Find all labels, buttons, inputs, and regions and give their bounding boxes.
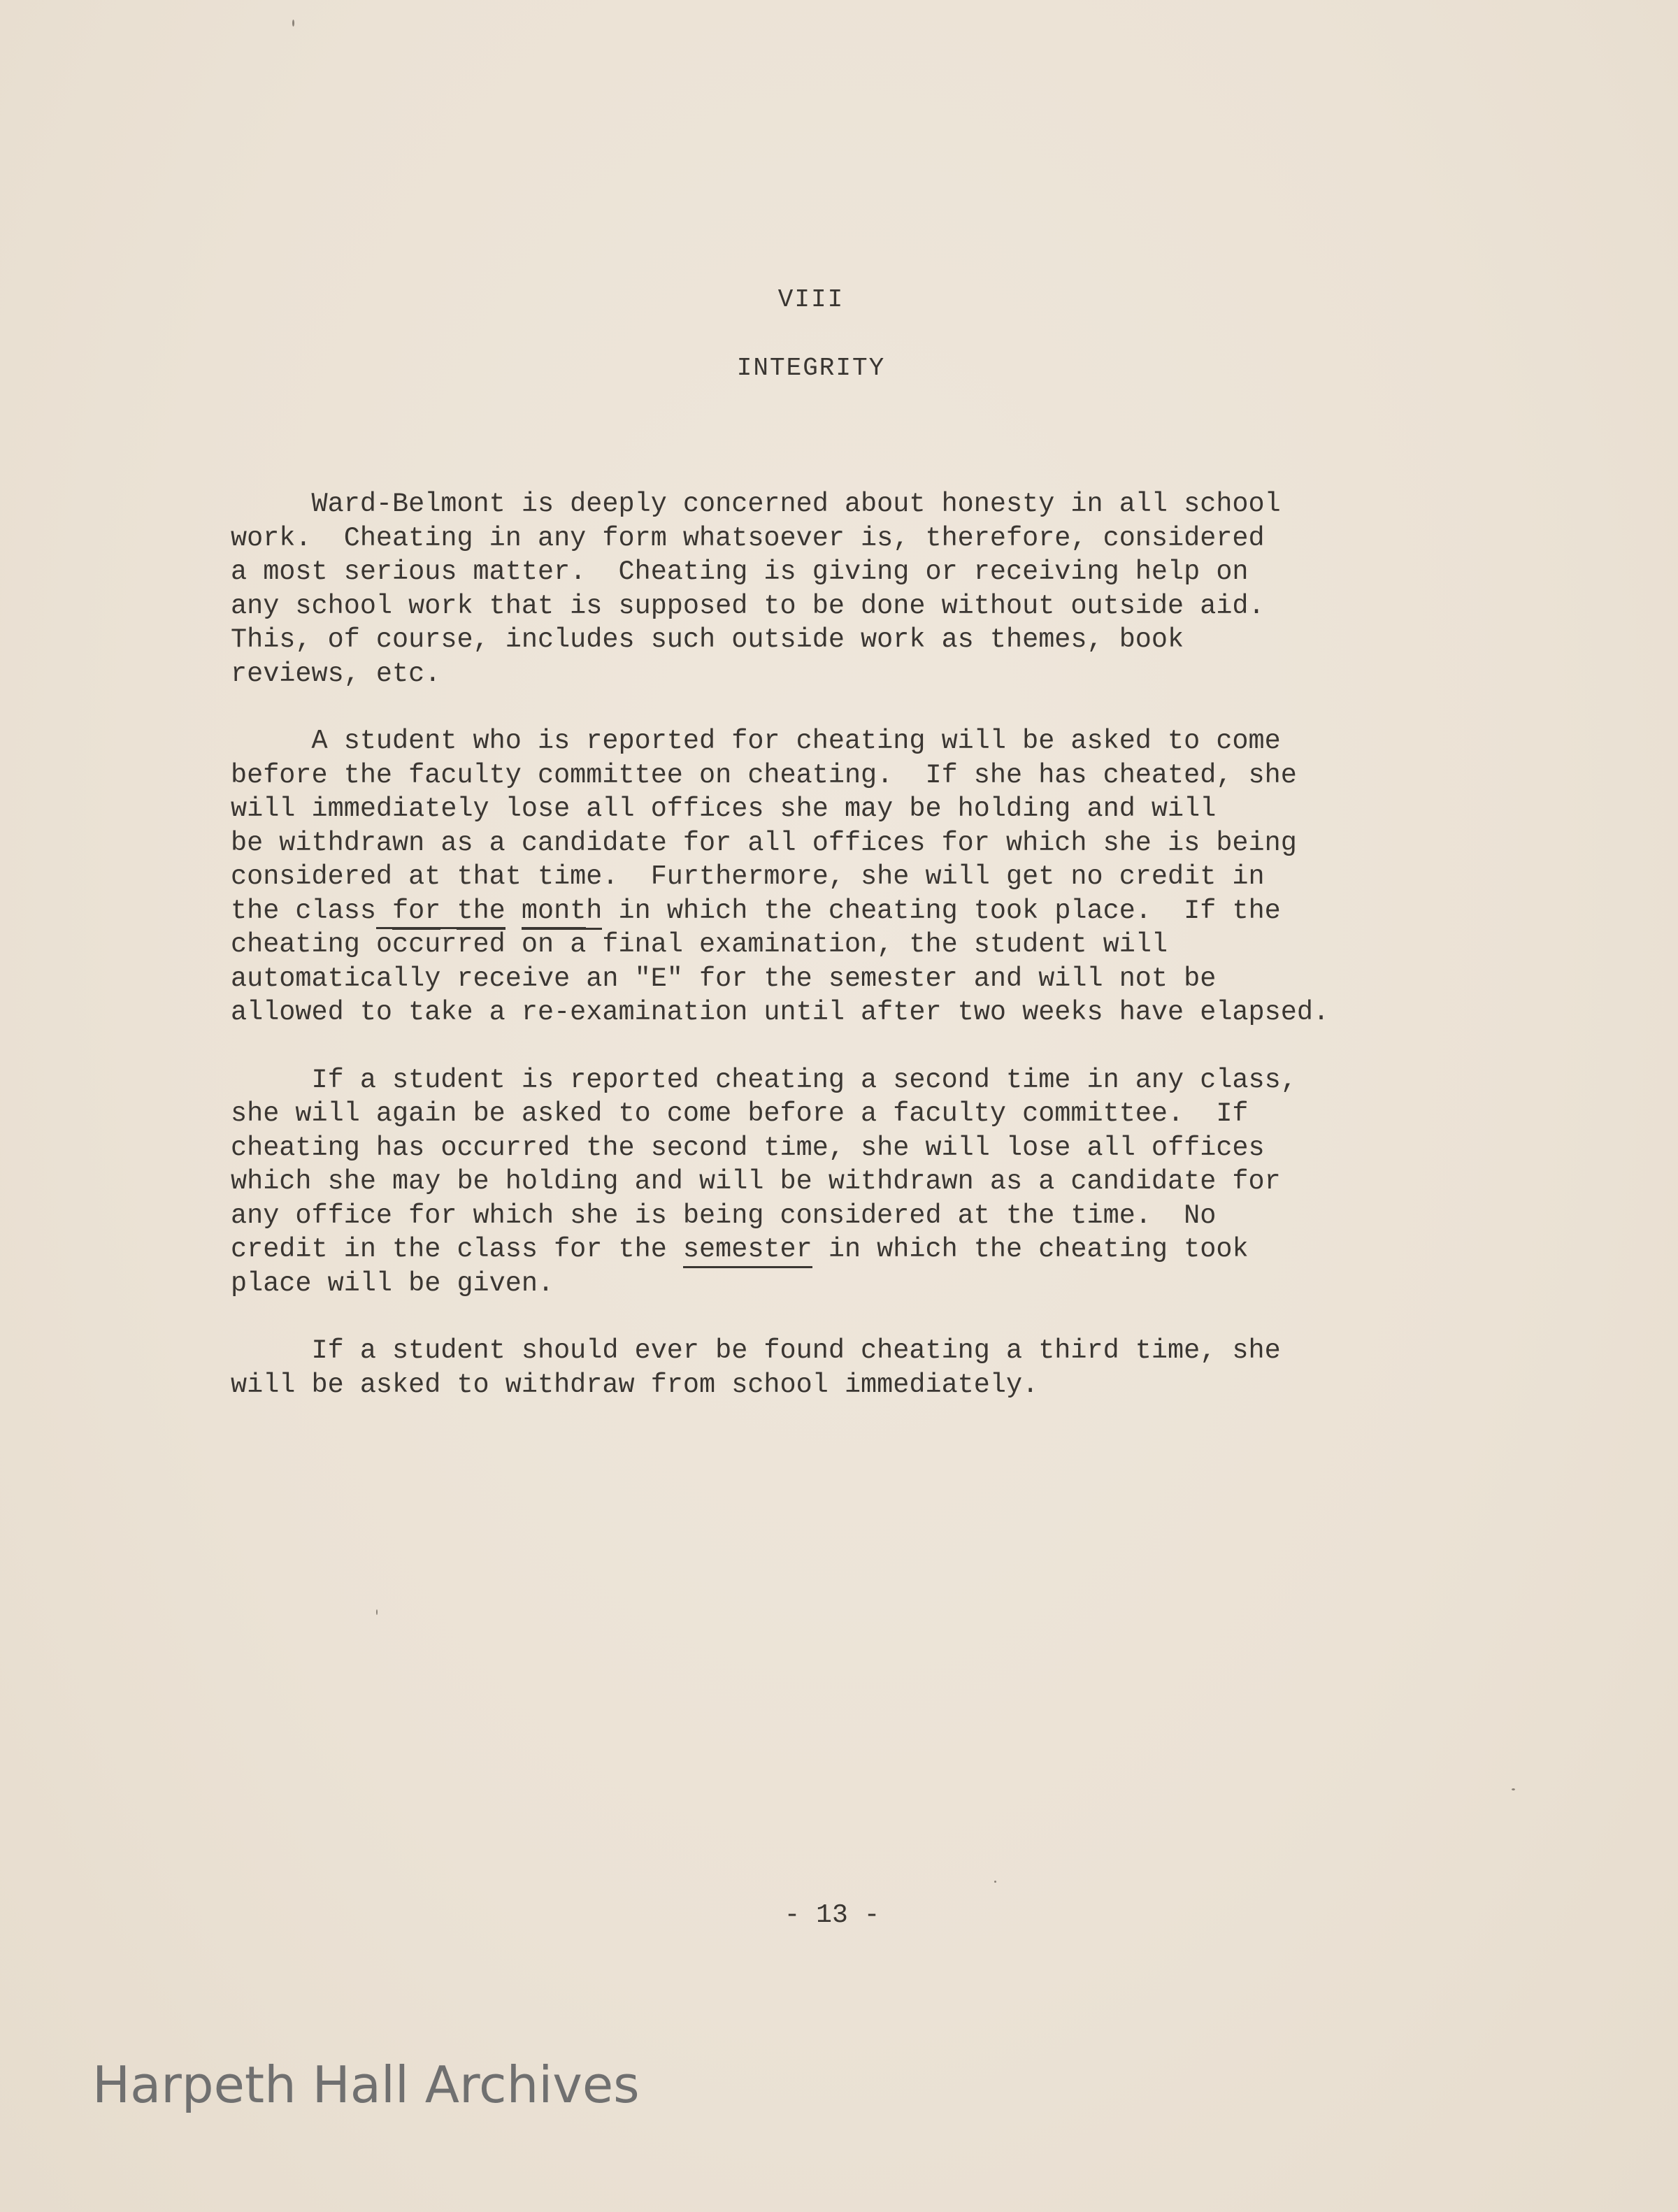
paper-speck bbox=[1512, 1788, 1515, 1790]
text-line: which she may be holding and will be withdrawn as a candidate for bbox=[231, 1166, 1281, 1197]
underlined-word: the bbox=[457, 896, 505, 930]
text-line: before the faculty committee on cheating. If she has cheated, she bbox=[231, 759, 1297, 791]
text-line: work. Cheating in any form whatsoever is, therefore, considered bbox=[231, 522, 1265, 554]
document-body bbox=[231, 487, 1384, 1435]
text-line: cheating has occurred the second time, she will lose all offices bbox=[231, 1132, 1265, 1163]
section-number: VIII bbox=[777, 285, 845, 314]
text-line: reviews, etc. bbox=[231, 658, 441, 689]
text-line: will be asked to withdraw from school immediately. bbox=[231, 1369, 1039, 1400]
text-line: If a student is reported cheating a second time in any class, bbox=[231, 1064, 1297, 1096]
text-line: she will again be asked to come before a faculty committee. If bbox=[231, 1098, 1249, 1129]
text-line: A student who is reported for cheating will be asked to come bbox=[231, 726, 1281, 756]
text-line: If a student should ever be found cheating a third time, she bbox=[231, 1335, 1281, 1366]
paragraph-first-offense bbox=[231, 724, 1384, 1030]
text-line: Ward-Belmont is deeply concerned about honesty in all school bbox=[231, 489, 1281, 519]
overlined-word: on a bbox=[522, 927, 586, 960]
paper-speck bbox=[376, 1609, 378, 1615]
page-number: - 13 - bbox=[784, 1900, 880, 1930]
text-line: any office for which she is being considered at the time. No bbox=[231, 1200, 1217, 1231]
text-line: will immediately lose all offices she may be holding and will bbox=[231, 793, 1217, 824]
paragraph-third-offense bbox=[231, 1334, 1384, 1402]
underlined-word: month bbox=[522, 896, 603, 930]
paper-speck bbox=[292, 20, 294, 27]
text-line: allowed to take a re-examination until after two weeks have elapsed. bbox=[231, 997, 1330, 1028]
text-line: any school work that is supposed to be done without outside aid. bbox=[231, 590, 1265, 622]
text-line: This, of course, includes such outside work as themes, book bbox=[231, 624, 1184, 655]
paper-speck bbox=[994, 1881, 996, 1883]
paragraph-honesty bbox=[231, 487, 1384, 691]
text-line: credit in the class for the semester in which the cheating took bbox=[231, 1234, 1249, 1268]
text-line: be withdrawn as a candidate for all offices for which she is being bbox=[231, 827, 1297, 859]
text-line: place will be given. bbox=[231, 1267, 554, 1299]
text-line: the class for the month in which the cheating took place. If the bbox=[231, 896, 1281, 930]
section-title: INTEGRITY bbox=[736, 354, 886, 382]
paragraph-second-offense bbox=[231, 1063, 1384, 1301]
archive-watermark: Harpeth Hall Archives bbox=[92, 2055, 640, 2114]
overlined-word: occurred bbox=[376, 927, 505, 960]
underlined-word: for bbox=[392, 896, 440, 930]
text-line: a most serious matter. Cheating is giving or receiving help on bbox=[231, 556, 1249, 587]
text-line: considered at that time. Furthermore, she will get no credit in bbox=[231, 861, 1265, 892]
text-line: cheating occurred on a final examination, the student will bbox=[231, 927, 1168, 960]
underlined-word: semester bbox=[683, 1234, 812, 1268]
text-line: automatically receive an "E" for the semester and will not be bbox=[231, 963, 1217, 994]
